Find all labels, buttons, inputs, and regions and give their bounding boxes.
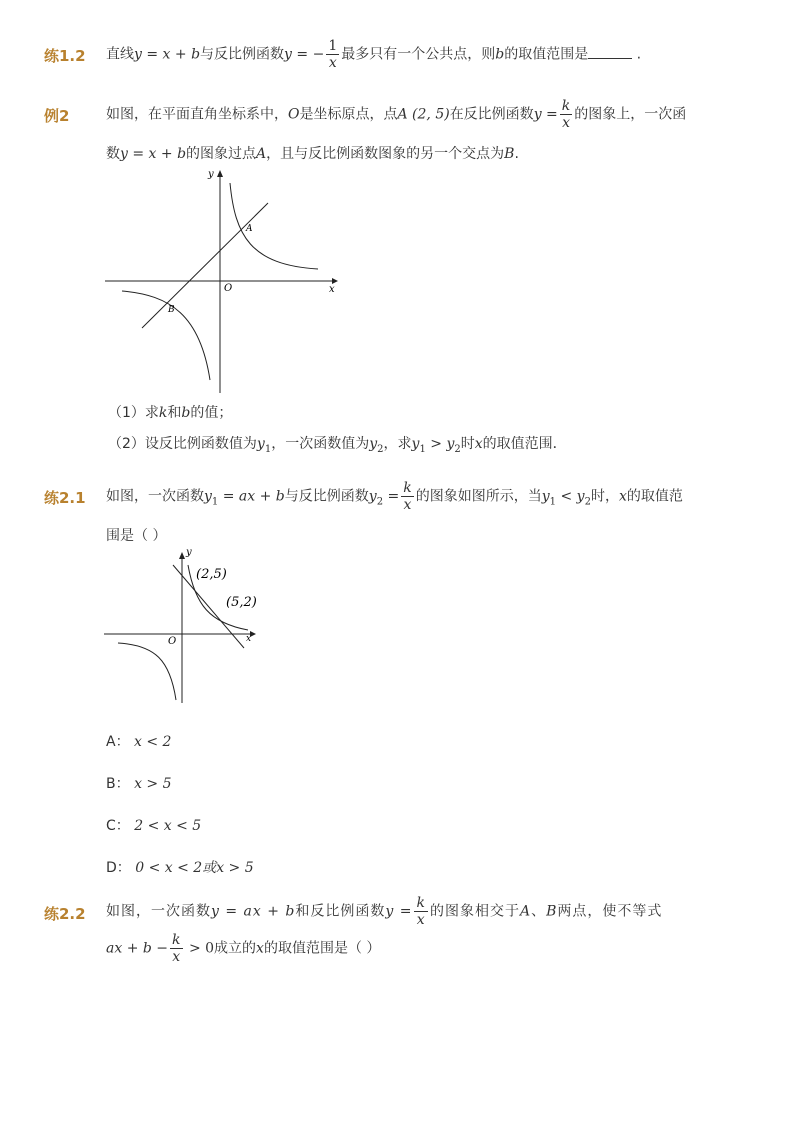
example-2-part-2: （2）设反比例函数值为$y_1$，一次函数值为$y_2$，求$y_1 > y_2$时x的取值范围． — [108, 436, 567, 455]
point-a-label: A — [246, 224, 253, 234]
fraction: $\frac{k}{x}$ — [403, 480, 412, 514]
exercise-1-2-text: 直线y = x + b与反比例函数y = − $\frac{1}{x}$ 最多只有一个公共点，则b的取值范围是 . — [106, 38, 642, 72]
option-d[interactable]: D： 0 < x < 2或x > 5 — [106, 860, 254, 876]
answer-blank — [588, 46, 632, 59]
exercise-2-2-text-line-1: 如图，一次函数y = ax + b和反比例函数y = $\frac{k}{x}$ 的图象相交于A、B两点，使不等式 — [106, 895, 663, 929]
point-b-label: B — [168, 305, 175, 315]
exercise-tag-2-2: 练2.2 — [44, 905, 86, 923]
point-label-2-5: (2,5) — [196, 567, 227, 582]
fraction: $\frac{k}{x}$ — [416, 895, 426, 929]
origin-label: O — [168, 636, 177, 647]
exercise-2-1-text-line-1: 如图，一次函数$y_1$ = ax + b与反比例函数$y_2$ = $\frac{k}{x}$ 的图象如图所示，当$y_1 < y_2$时，x的取值范 — [106, 480, 683, 514]
origin-label: O — [224, 283, 233, 294]
fraction: $\frac{1}{x}$ — [328, 38, 338, 72]
linear-function-line — [142, 203, 268, 328]
fraction: $\frac{k}{x}$ — [561, 98, 571, 132]
exercise-2-2-text-line-2: ax + b − $\frac{k}{x}$ > 0成立的x的取值范围是（ ） — [106, 932, 381, 966]
exercise-2-1-graph — [100, 545, 260, 707]
x-label: x — [246, 634, 252, 644]
example-2-text-line-2: 数y = x + b的图象过点A，且与反比例函数图象的另一个交点为B. — [106, 146, 519, 162]
y-axis-arrow — [217, 170, 223, 177]
hyperbola-branch-2 — [118, 643, 176, 700]
hyperbola-branch-1 — [230, 183, 318, 269]
example-2-part-1: （1）求k和b的值； — [108, 405, 233, 421]
y-label: y — [186, 547, 192, 558]
example-tag-2: 例2 — [44, 107, 70, 125]
x-label: x — [329, 284, 335, 295]
exercise-2-1-text-line-2: 围是（ ） — [106, 528, 167, 544]
exercise-tag-2-1: 练2.1 — [44, 489, 86, 507]
exercise-tag-1-2: 练1.2 — [44, 47, 86, 65]
y-label: y — [208, 169, 214, 180]
y-axis-arrow — [179, 552, 185, 559]
option-b[interactable]: B： x > 5 — [106, 776, 172, 792]
fraction: $\frac{k}{x}$ — [172, 932, 181, 966]
option-c[interactable]: C： 2 < x < 5 — [106, 818, 202, 834]
point-label-5-2: (5,2) — [226, 595, 257, 610]
option-a[interactable]: A： x < 2 — [106, 734, 172, 750]
example-2-graph — [100, 165, 340, 400]
example-2-text-line-1: 如图，在平面直角坐标系中，O是坐标原点，点A (2, 5)在反比例函数y = $\frac{k}{x}$ 的图象上，一次函 — [106, 98, 687, 132]
